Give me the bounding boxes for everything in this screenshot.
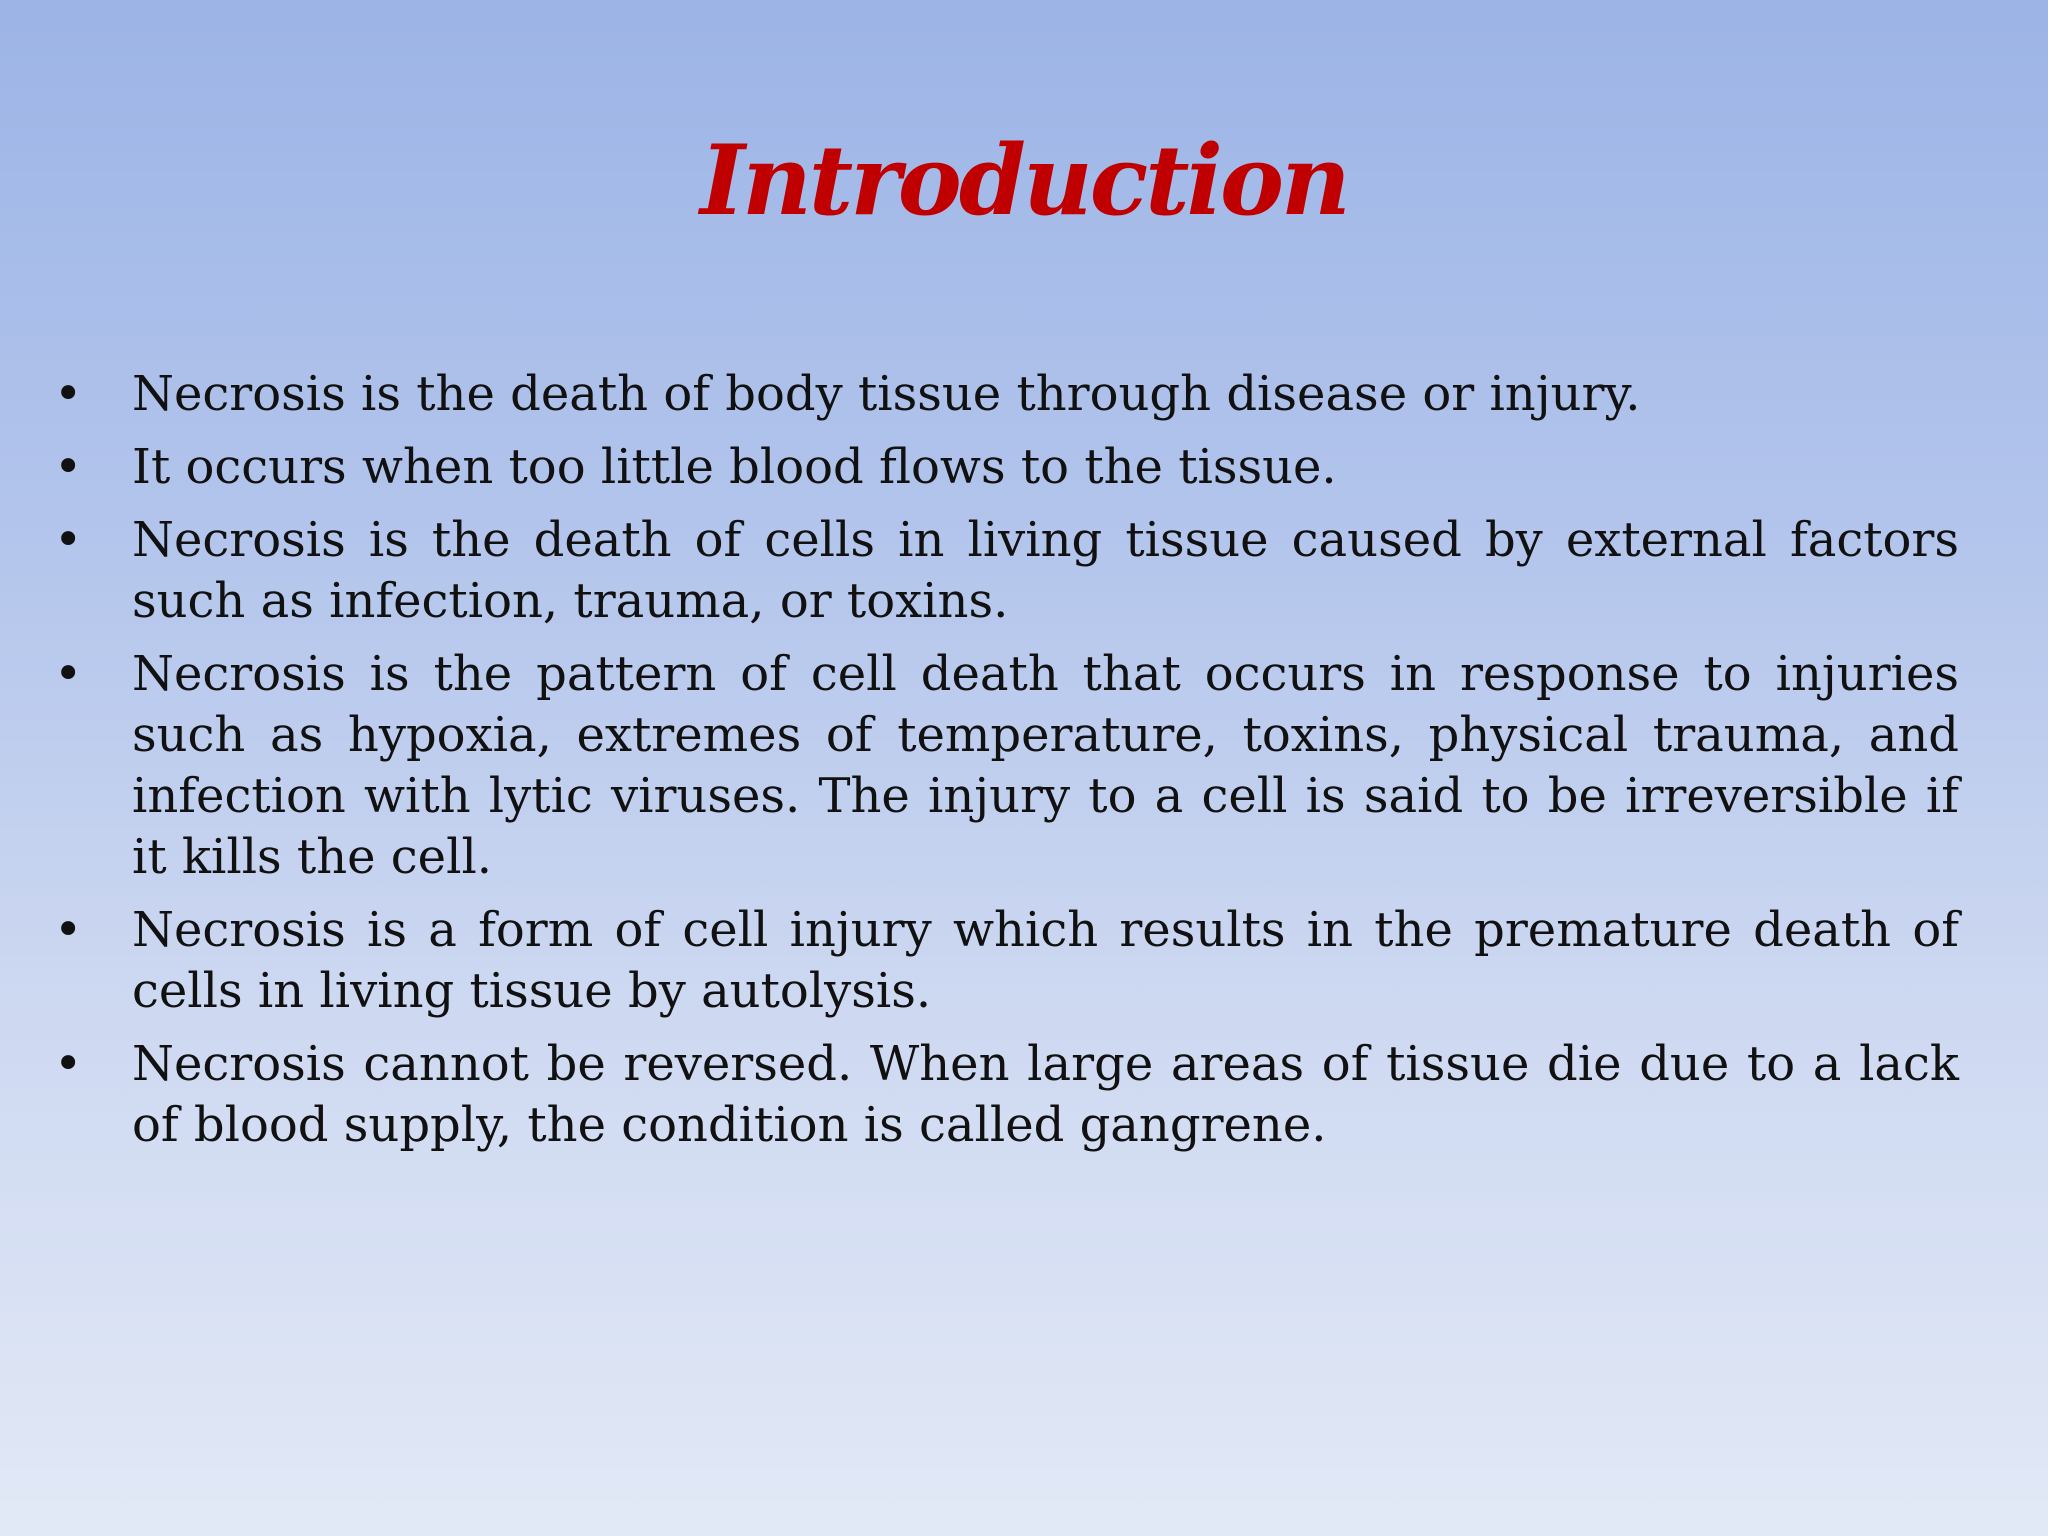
bullet-item (54, 644, 1959, 888)
bullet-text: Necrosis is the death of cells in living tissue caused by external factors such as infection, trauma, or toxins. (132, 512, 1959, 629)
bullet-text: It occurs when too little blood flows to the tissue. (132, 439, 1337, 495)
bullet-icon: • (54, 366, 83, 422)
bullet-icon: • (54, 646, 83, 702)
bullet-icon: • (54, 1036, 83, 1092)
bullet-item (54, 900, 1959, 1022)
bullet-icon: • (54, 902, 83, 958)
bullet-icon: • (54, 439, 83, 495)
bullet-text: Necrosis is the death of body tissue through disease or injury. (132, 366, 1641, 422)
bullet-icon: • (54, 512, 83, 568)
bullet-text: Necrosis is the pattern of cell death that occurs in response to injuries such as hypoxia, extremes of temperature, toxins, physical trauma, and infection with lytic viruses. The injury to a cell is said to be irreversible if it kills the cell. (132, 646, 1959, 885)
bullet-item (54, 364, 1959, 425)
bullet-item (54, 1034, 1959, 1156)
bullet-text: Necrosis cannot be reversed. When large areas of tissue die due to a lack of blood supply, the condition is called gangrene. (132, 1036, 1959, 1153)
slide-title: Introduction (700, 124, 1348, 237)
bullet-text: Necrosis is a form of cell injury which results in the premature death of cells in living tissue by autolysis. (132, 902, 1959, 1019)
bullet-item (54, 437, 1959, 498)
bullet-item (54, 510, 1959, 632)
bullet-list (54, 364, 1959, 1168)
